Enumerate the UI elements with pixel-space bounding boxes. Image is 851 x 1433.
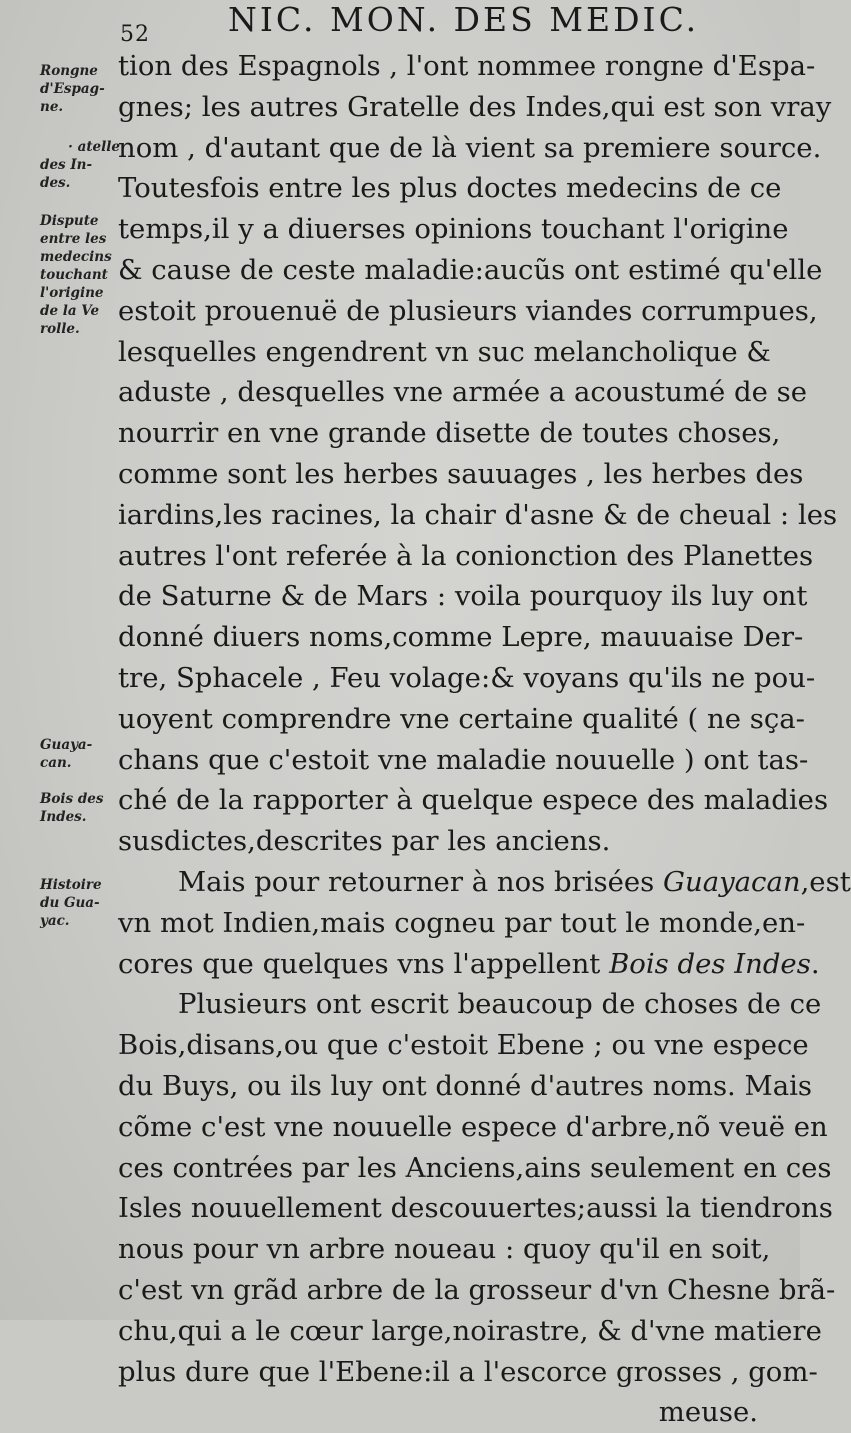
text-line: c'est vn grãd arbre de la grosseur d'vn Chesne brã- — [118, 1273, 836, 1306]
text-line: du Buys, ou ils luy ont donné d'autres noms. Mais — [118, 1069, 812, 1102]
text-line: Isles nouuellement descouuertes;aussi la tiendrons — [118, 1192, 833, 1225]
margin-note-histoire: Histoire du Gua- yac. — [40, 877, 102, 929]
text-line: uoyent comprendre vne certaine qualité ( ne sça- — [118, 702, 805, 735]
text-line: & cause de ceste maladie:aucũs ont estimé qu'elle — [118, 253, 823, 286]
text-line: nourrir en vne grande disette de toutes choses, — [118, 417, 781, 450]
text-line: vn mot Indien,mais cogneu par tout le monde,en- — [118, 906, 806, 939]
text-line: nom , d'autant que de là vient sa premiere source. — [118, 131, 822, 164]
text-line: tion des Espagnols , l'ont nommee rongne d'Espa- — [118, 50, 816, 82]
page-number: 52 — [120, 22, 150, 47]
margin-note-guayacan: Guaya- can. — [40, 737, 93, 771]
text-line: aduste , desquelles vne armée a acoustumé de se — [118, 376, 808, 409]
text-line: iardins,les racines, la chair d'asne & de cheual : les — [118, 498, 838, 531]
text-line: plus dure que l'Ebene:il a l'escorce grosses , gom- — [118, 1355, 818, 1388]
margin-note-dispute: Dispute entre les medecins touchant l'origine de la Ve rolle. — [40, 213, 112, 337]
text-line: chu,qui a le cœur large,noirastre, & d'vne matiere — [118, 1314, 822, 1347]
text-line: Bois,disans,ou que c'estoit Ebene ; ou vne espece — [118, 1029, 809, 1062]
text-line: cores que quelques vns l'appellent Bois des Indes. — [118, 947, 820, 980]
text-line: nous pour vn arbre noueau : quoy qu'il en soit, — [118, 1233, 771, 1266]
margin-note-bois-des-indes: Bois des Indes. — [40, 791, 104, 825]
guayacan-term: Guayacan — [663, 865, 801, 898]
running-head: NIC. MON. DES MEDIC. — [228, 0, 700, 39]
margin-note-rongne: Rongne d'Espag- ne. — [40, 63, 105, 115]
text-line: cõme c'est vne nouuelle espece d'arbre,nõ veuë en — [118, 1110, 828, 1143]
paragraph-start: Plusieurs ont escrit beaucoup de choses de ce — [178, 988, 822, 1021]
text-line: ces contrées par les Anciens,ains seulement en ces — [118, 1151, 832, 1184]
text-line: ché de la rapporter à quelque espece des maladies — [118, 784, 829, 817]
bois-des-indes-term: Bois des Indes — [609, 947, 811, 980]
text-line: tre, Sphacele , Feu volage:& voyans qu'ils ne pou- — [118, 661, 816, 694]
text-line: donné diuers noms,comme Lepre, mauuaise Der- — [118, 621, 804, 654]
text-line: susdictes,descrites par les anciens. — [118, 825, 611, 858]
body-text — [118, 46, 851, 1433]
text-line: lesquelles engendrent vn suc melancholique & — [118, 335, 771, 368]
text-line: gnes; les autres Gratelle des Indes,qui est son vray — [118, 90, 832, 123]
text-line: chans que c'estoit vne maladie nouuelle ) ont tas- — [118, 743, 809, 776]
text-line: estoit prouenuë de plusieurs viandes corrumpues, — [118, 294, 818, 327]
text-line: temps,il y a diuerses opinions touchant l'origine — [118, 213, 789, 246]
text-line: Toutesfois entre les plus doctes medecins de ce — [118, 172, 782, 205]
paragraph-start: Mais pour retourner à nos brisées Guayacan,est — [178, 865, 851, 898]
margin-note-gratelle: · atelle des In- des. — [40, 139, 120, 191]
text-line: meuse. — [658, 1396, 758, 1429]
text-line: de Saturne & de Mars : voila pourquoy ils luy ont — [118, 580, 808, 613]
text-line: autres l'ont referée à la conionction des Planettes — [118, 539, 814, 572]
text-line: comme sont les herbes sauuages , les herbes des — [118, 457, 804, 490]
